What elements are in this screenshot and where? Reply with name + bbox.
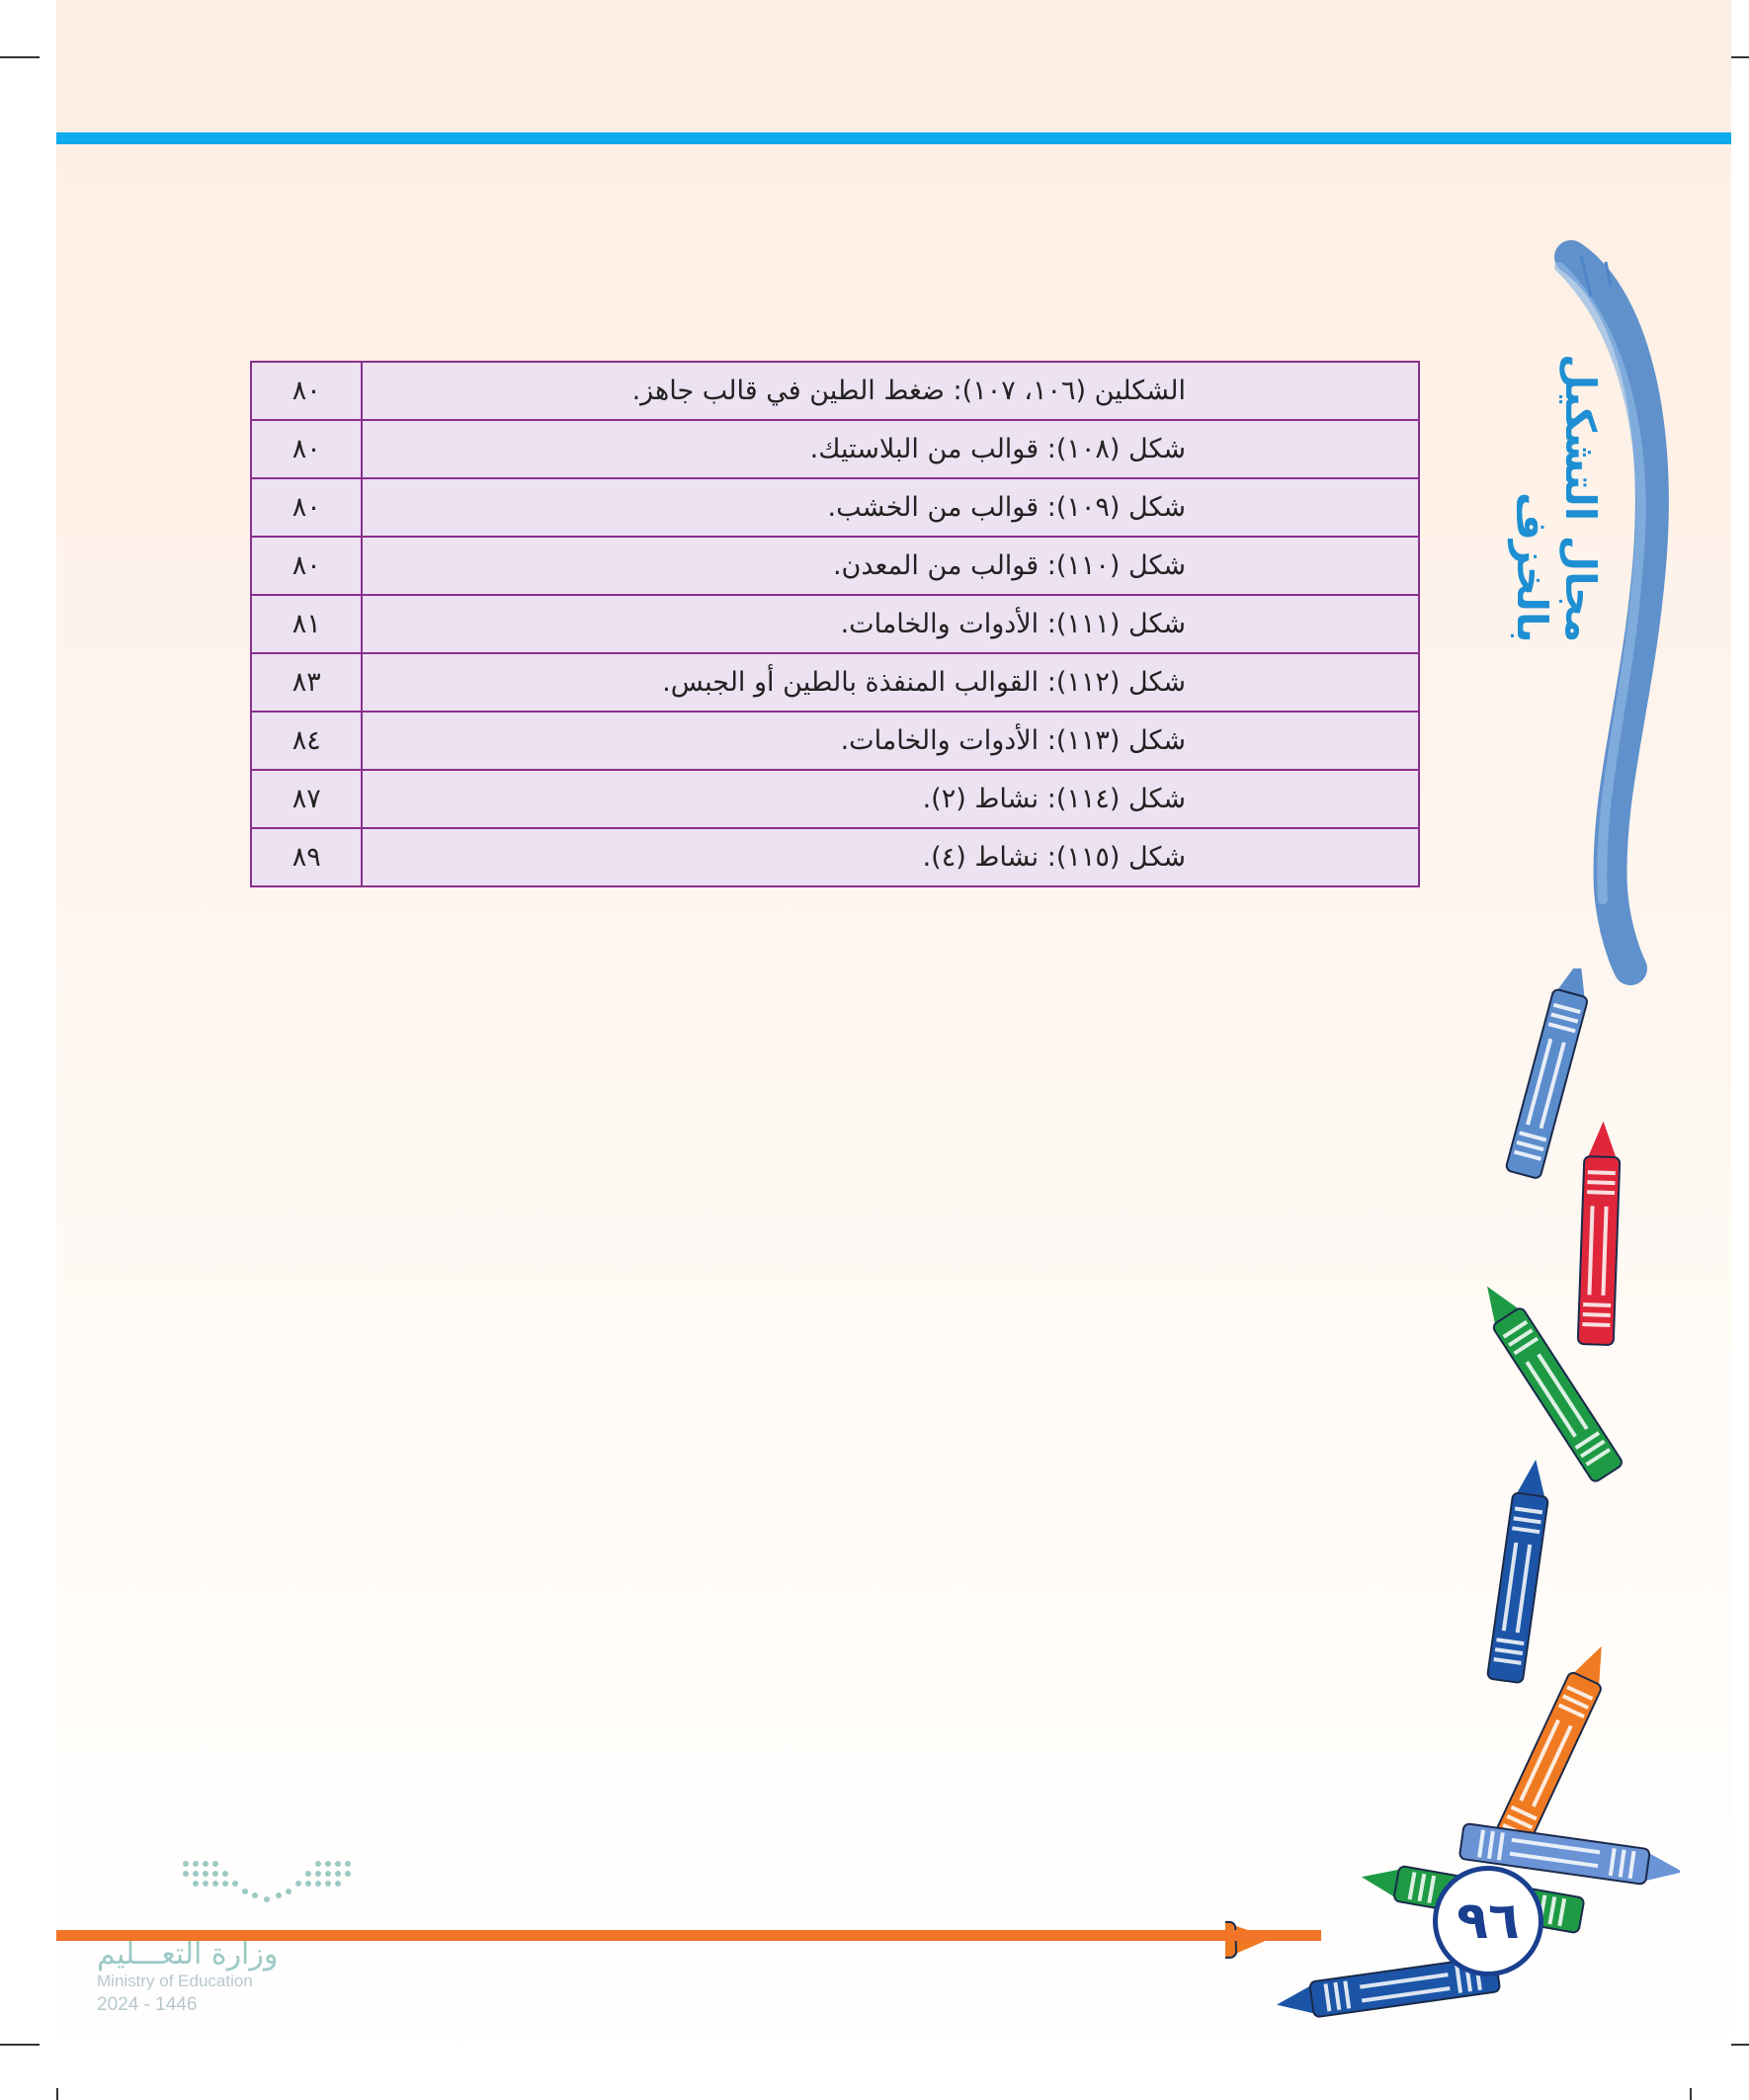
ministry-name-arabic: وزارة التعـــليم [97, 1937, 279, 1972]
table-row [251, 653, 1419, 712]
crop-mark [0, 2044, 40, 2046]
figure-description: الشكلين (١٠٦، ١٠٧): ضغط الطين في قالب جاهز. [362, 362, 1419, 420]
figure-page: ٨٠ [251, 362, 362, 420]
figure-page: ٨٠ [251, 537, 362, 595]
crop-mark [0, 56, 40, 58]
figure-page: ٨٠ [251, 420, 362, 478]
chapter-title: مجال التشكيل بالخزف [1508, 353, 1605, 642]
figures-index-table [250, 361, 1420, 887]
figure-page: ٨٠ [251, 478, 362, 537]
figure-description: شكل (١٠٩): قوالب من الخشب. [362, 478, 1419, 537]
figure-description: شكل (١١٣): الأدوات والخامات. [362, 712, 1419, 770]
figure-page: ٨٩ [251, 828, 362, 886]
table-row [251, 478, 1419, 537]
table-row [251, 595, 1419, 653]
table-row [251, 537, 1419, 595]
crayon-icon [1487, 1457, 1553, 1683]
ministry-name-english: Ministry of Education [97, 1972, 253, 1990]
table-row [251, 770, 1419, 828]
page-number: ٩٦ [1433, 1866, 1543, 1976]
figure-page: ٨٣ [251, 653, 362, 712]
figure-page: ٨٧ [251, 770, 362, 828]
figure-description: شكل (١١٥): نشاط (٤). [362, 828, 1419, 886]
figure-description: شكل (١١٢): القوالب المنفذة بالطين أو الجبس. [362, 653, 1419, 712]
ministry-year: 2024 - 1446 [97, 1994, 198, 2015]
figure-description: شكل (١١١): الأدوات والخامات. [362, 595, 1419, 653]
crayon-icon [1505, 968, 1597, 1179]
table-row [251, 362, 1419, 420]
moe-logo-icon [178, 1858, 356, 1905]
table-row [251, 712, 1419, 770]
figure-description: شكل (١٠٨): قوالب من البلاستيك. [362, 420, 1419, 478]
figure-page: ٨٤ [251, 712, 362, 770]
table-row [251, 828, 1419, 886]
figure-page: ٨١ [251, 595, 362, 653]
figure-description: شكل (١١٤): نشاط (٢). [362, 770, 1419, 828]
figure-description: شكل (١١٠): قوالب من المعدن. [362, 537, 1419, 595]
top-rule [56, 132, 1731, 144]
table-row [251, 420, 1419, 478]
crayon-icon [1578, 1121, 1622, 1345]
crayon-icon [1225, 1920, 1272, 1964]
